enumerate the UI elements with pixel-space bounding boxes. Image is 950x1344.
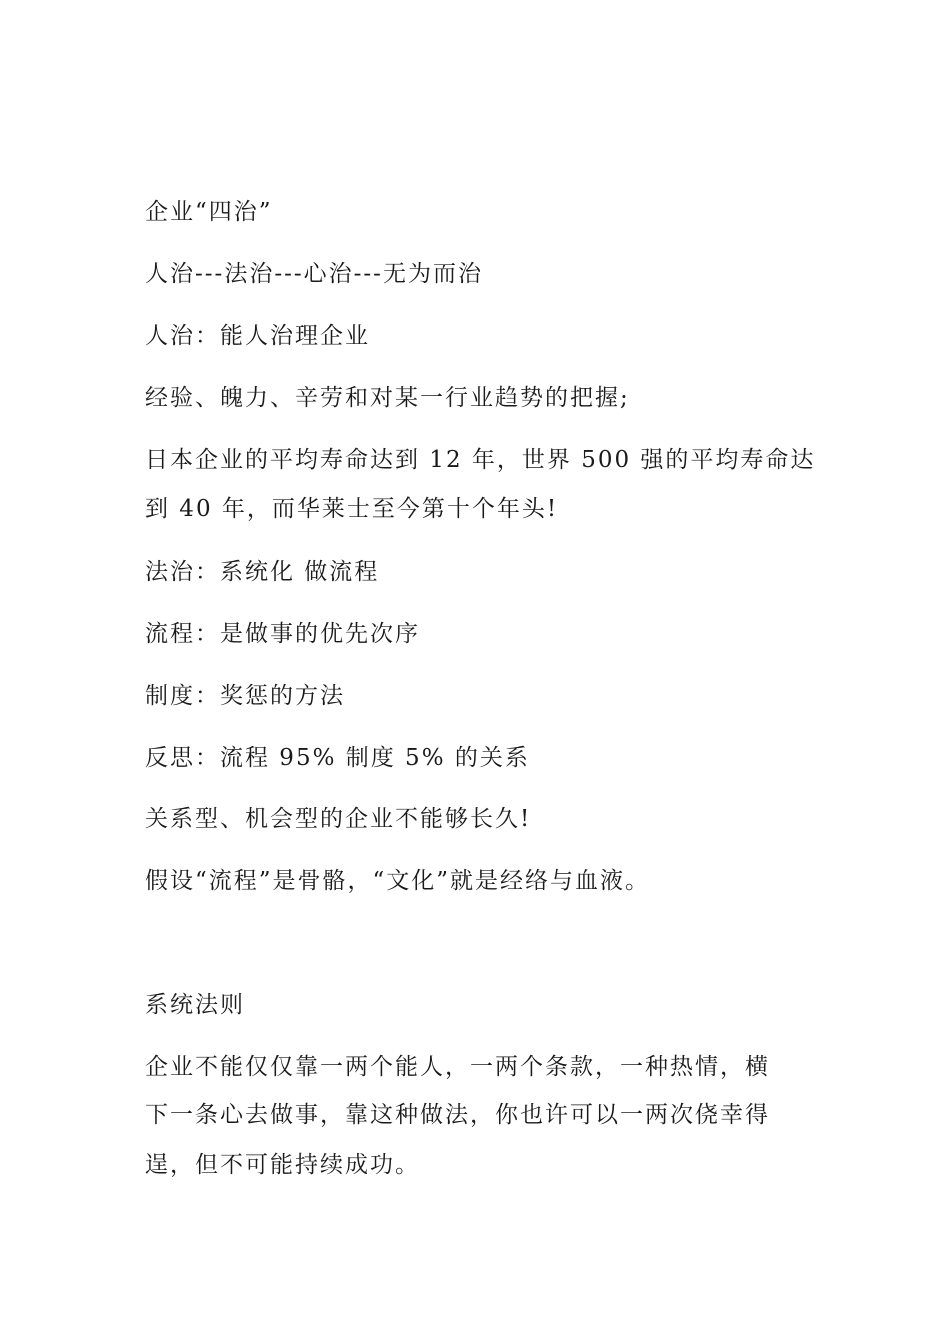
section-title: 企业“四治”	[145, 199, 273, 225]
paragraph-line: 企业不能仅仅靠一两个能人，一两个条款，一种热情，横	[145, 1054, 770, 1080]
section-title: 系统法则	[145, 992, 245, 1018]
paragraph-line: 关系型、机会型的企业不能够长久!	[145, 806, 532, 832]
paragraph-line: 经验、魄力、辛劳和对某一行业趋势的把握;	[145, 385, 630, 411]
paragraph-line: 到 40 年，而华莱士至今第十个年头!	[145, 496, 559, 522]
paragraph-line: 假设“流程”是骨骼，“文化”就是经络与血液。	[145, 868, 651, 894]
paragraph-line: 下一条心去做事，靠这种做法，你也许可以一两次侥幸得	[145, 1102, 770, 1128]
paragraph-line: 反思：流程 95% 制度 5% 的关系	[145, 745, 530, 771]
paragraph-line: 制度：奖惩的方法	[145, 683, 345, 709]
paragraph-line: 法治：系统化 做流程	[145, 559, 380, 585]
paragraph-line: 逞，但不可能持续成功。	[145, 1152, 420, 1178]
paragraph-line: 日本企业的平均寿命达到 12 年，世界 500 强的平均寿命达	[145, 447, 816, 473]
paragraph-line: 流程：是做事的优先次序	[145, 621, 420, 647]
governance-stages: 人治---法治---心治---无为而治	[145, 261, 483, 287]
paragraph-line: 人治：能人治理企业	[145, 323, 370, 349]
